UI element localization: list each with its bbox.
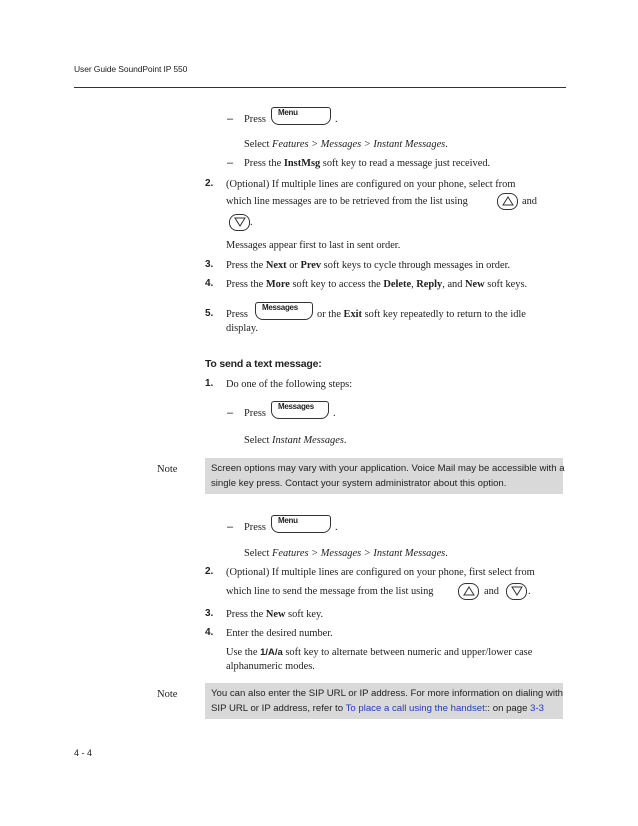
up-arrow-key-icon — [458, 583, 479, 600]
up-arrow-key-icon — [497, 193, 518, 210]
running-header: User Guide SoundPoint IP 550 — [74, 64, 188, 74]
menu-key-icon: Menu — [271, 107, 331, 125]
instmsg-line: Press the InstMsg soft key to read a message just received. — [244, 158, 491, 169]
step5-text: or the Exit soft key repeatedly to return to the idle — [317, 309, 526, 320]
step4-text: Press the More soft key to access the Delete, Reply, and New soft keys. — [226, 279, 528, 290]
order-note: Messages appear first to last in sent order. — [226, 240, 401, 251]
step3b-text: Press the New soft key. — [226, 609, 324, 620]
step3-text: Press the Next or Prev soft keys to cycle through messages in order. — [226, 260, 511, 271]
step4b-text: Enter the desired number. — [226, 628, 333, 639]
menu-key-icon: Menu — [271, 515, 331, 533]
note-box: Screen options may vary with your application. Voice Mail may be accessible with a single key press. Contact your system administrator about this option. — [205, 458, 563, 494]
note-label: Note — [157, 689, 178, 700]
down-arrow-key-icon — [506, 583, 527, 600]
select-path-line: Select Features > Messages > Instant Messages. — [244, 139, 448, 150]
step2b-line2: which line to send the message from the list using — [226, 586, 434, 597]
bullet-dash: – — [227, 157, 234, 169]
step2b-line1: (Optional) If multiple lines are configured on your phone, first select from — [226, 567, 535, 578]
step2-line2: which line messages are to be retrieved from the list using — [226, 196, 468, 207]
bullet-dash: – — [227, 521, 234, 533]
section-heading: To send a text message: — [205, 358, 322, 370]
header-rule — [74, 87, 566, 88]
step4b-use-line: Use the 1/A/a soft key to alternate between numeric and upper/lower case — [226, 647, 533, 658]
down-arrow-key-icon — [229, 214, 250, 231]
press-text: Press — [244, 114, 266, 125]
select-im-line: Select Instant Messages. — [244, 435, 347, 446]
messages-key-icon: Messages — [271, 401, 329, 419]
bullet-dash: – — [227, 407, 234, 419]
step2-line1: (Optional) If multiple lines are configured on your phone, select from — [226, 179, 516, 190]
select-path-line: Select Features > Messages > Instant Messages. — [244, 548, 448, 559]
handset-call-link[interactable]: To place a call using the handset — [345, 703, 485, 714]
note-label: Note — [157, 464, 178, 475]
step1-text: Do one of the following steps: — [226, 379, 353, 390]
page-3-3-link[interactable]: 3-3 — [530, 703, 544, 714]
page-number: 4 - 4 — [74, 748, 93, 758]
messages-key-icon: Messages — [255, 302, 313, 320]
note-box: You can also enter the SIP URL or IP address. For more information on dialing with SIP URL or IP address, refer to To place a call using the handset:: on page 3-3 — [205, 683, 563, 719]
bullet-dash: – — [227, 113, 234, 125]
